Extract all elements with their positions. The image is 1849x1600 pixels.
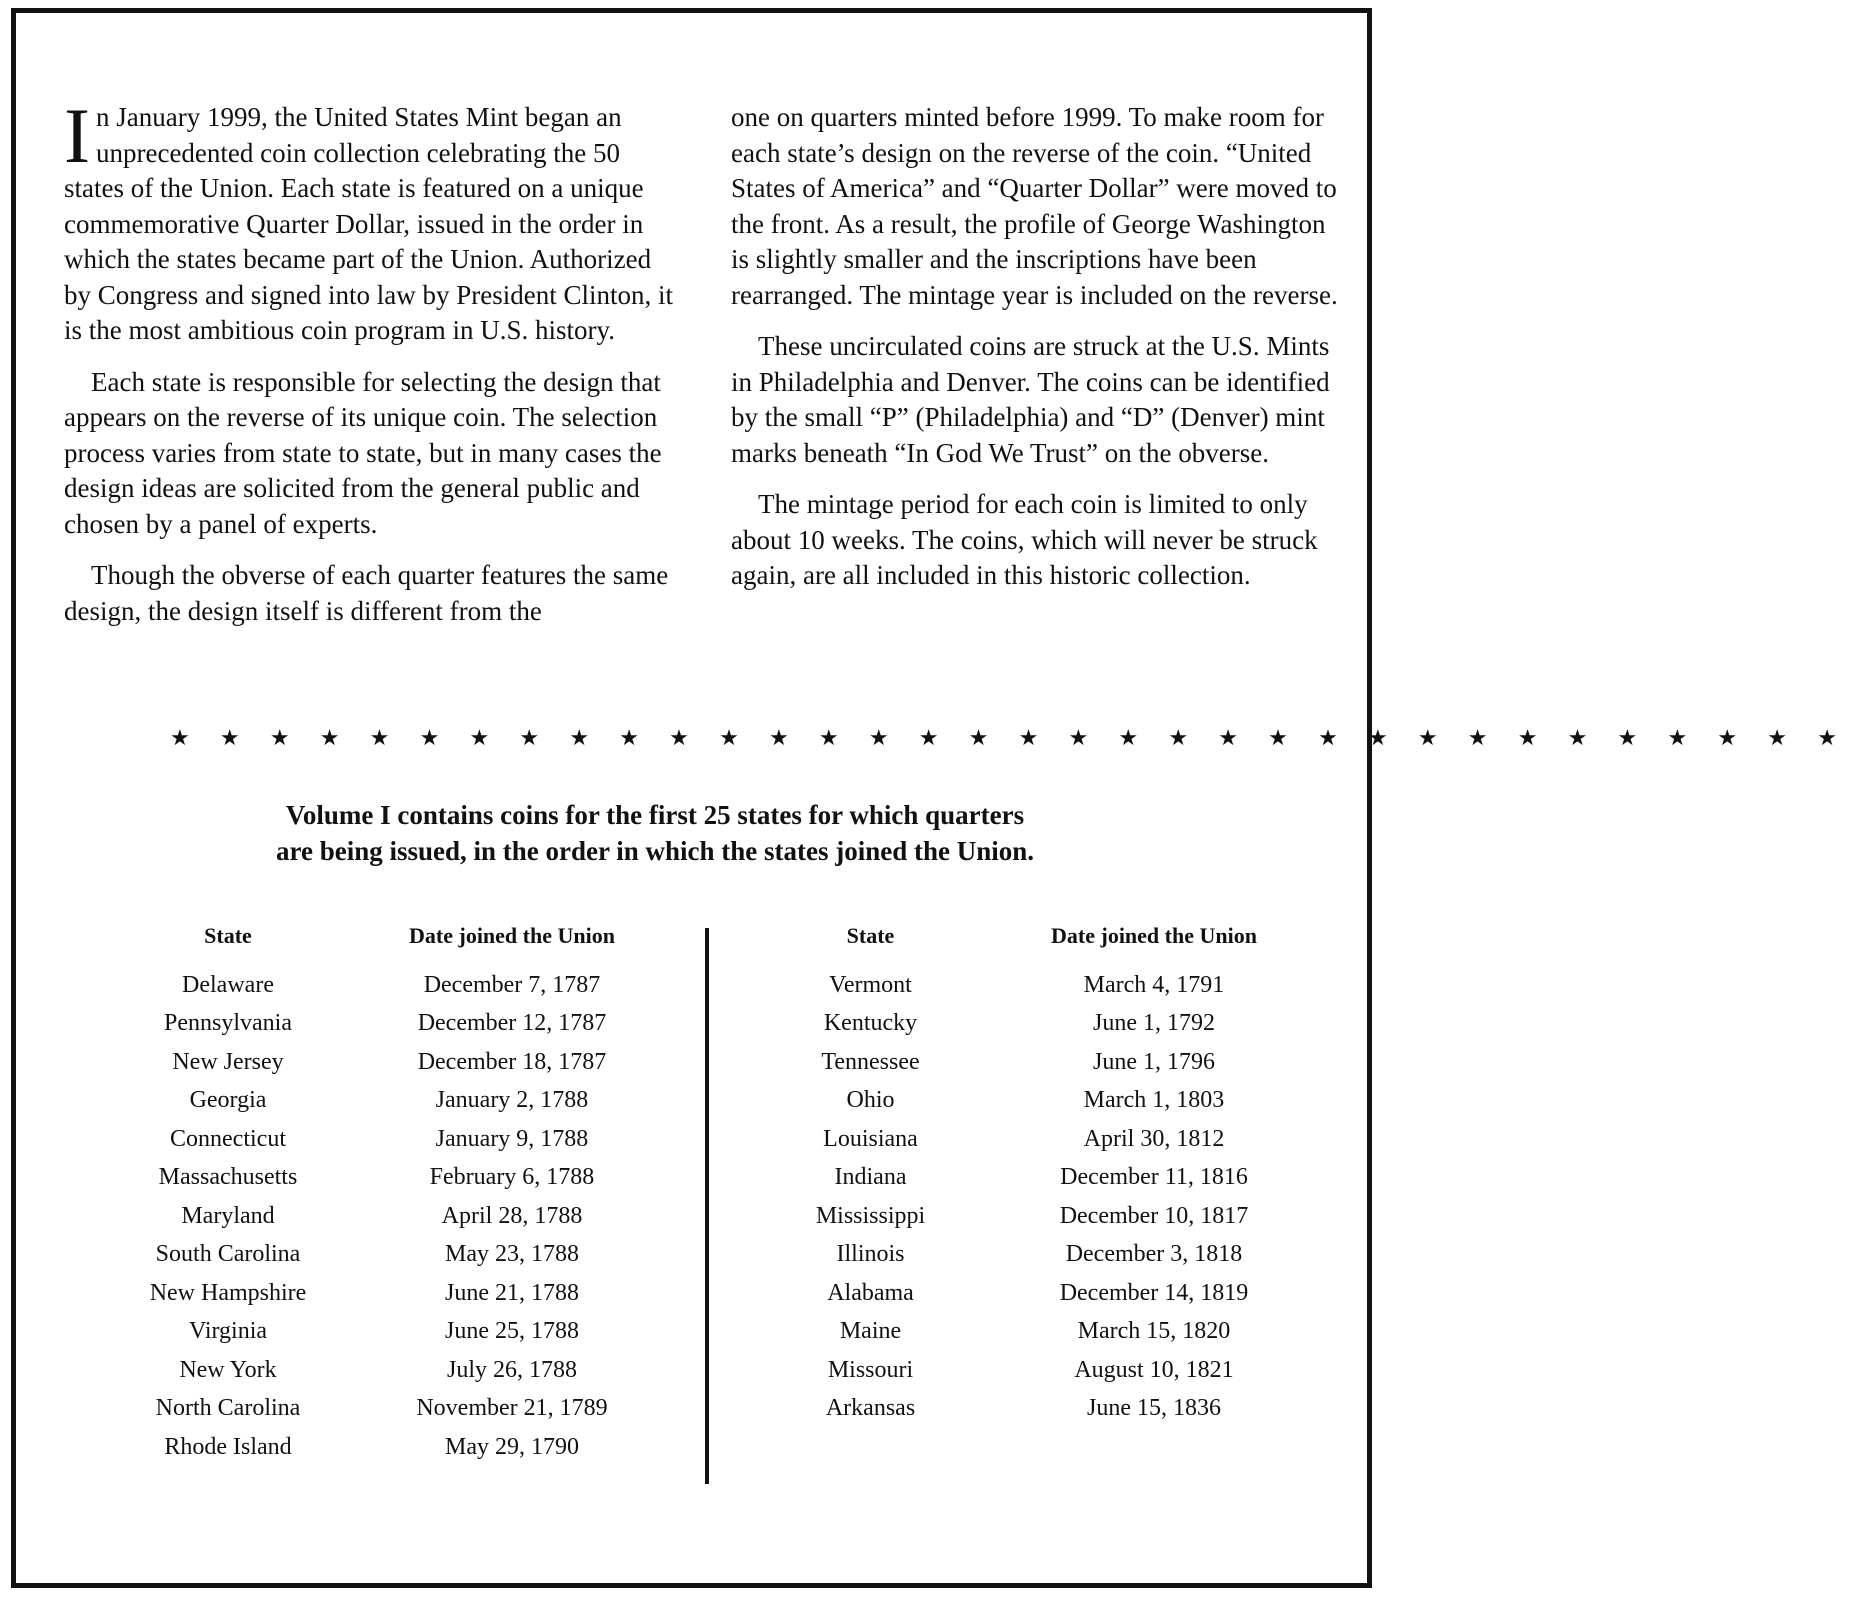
table-row (108, 1351, 676, 1390)
table-row (108, 1120, 676, 1159)
column-header-date: Date joined the Union (1051, 923, 1257, 948)
volume-headline (150, 797, 1160, 869)
states-table-left (108, 915, 676, 1467)
table-row (752, 1082, 1319, 1121)
star-divider: ★ ★ ★ ★ ★ ★ ★ ★ ★ ★ ★ ★ ★ ★ ★ ★ ★ ★ ★ ★ ★ ★ ★ ★ ★ ★ ★ ★ ★ ★ ★ ★ ★ ★ (170, 726, 1849, 751)
drop-cap: I (64, 92, 90, 179)
table-row (752, 1197, 1319, 1236)
column-header-state: State (204, 923, 252, 948)
date-joined: June 25, 1788 (445, 1318, 579, 1345)
table-row (752, 1236, 1319, 1275)
intro-paragraph-1 (64, 92, 679, 349)
column-header-state: State (846, 923, 895, 948)
table-row (752, 1274, 1319, 1313)
date-joined: January 2, 1788 (435, 1087, 589, 1114)
date-joined: April 28, 1788 (441, 1202, 583, 1229)
table-divider-line (705, 928, 709, 1484)
table-row (752, 1159, 1319, 1198)
date-joined: March 15, 1820 (1077, 1318, 1231, 1345)
state-name: Louisiana (823, 1125, 918, 1152)
state-name: Connecticut (170, 1125, 286, 1152)
date-joined: May 23, 1788 (445, 1241, 579, 1268)
date-joined: June 1, 1796 (1093, 1048, 1215, 1075)
table-row (108, 1159, 676, 1198)
state-name: Illinois (836, 1241, 905, 1268)
date-joined: December 7, 1787 (423, 971, 601, 998)
table-row (108, 1274, 676, 1313)
date-joined: December 10, 1817 (1059, 1202, 1249, 1229)
state-name: Rhode Island (164, 1433, 292, 1460)
intro-paragraph-1-text: n January 1999, the United States Mint began an unprecedented coin collection celebrating the 50 states of the Union. Each state is featured on a unique commemorative Quarter Dollar, issued in the order in which the states became part of the Union. Authorized by Congress and signed into law by President Clinton, it is the most ambitious coin program in U.S. history. (64, 102, 673, 345)
table-header (108, 915, 676, 949)
state-name: Indiana (834, 1164, 907, 1191)
table-row (108, 1043, 676, 1082)
date-joined: May 29, 1790 (445, 1433, 579, 1460)
column-header-date: Date joined the Union (409, 923, 615, 948)
table-row (752, 1351, 1319, 1390)
table-row (108, 1197, 676, 1236)
date-joined: December 12, 1787 (417, 1010, 607, 1037)
date-joined: December 11, 1816 (1060, 1164, 1248, 1191)
intro-paragraph-2: Each state is responsible for selecting the design that appears on the reverse of its unique coin. The selection process varies from state to state, but in many cases the design ideas are solicited from the general public and chosen by a panel of experts. (64, 366, 662, 539)
state-name: Pennsylvania (164, 1010, 292, 1037)
headline-line-1: Volume I contains coins for the first 25 states for which quarters (285, 800, 1025, 830)
state-name: Alabama (827, 1279, 914, 1306)
date-joined: December 14, 1819 (1059, 1279, 1249, 1306)
state-name: South Carolina (155, 1241, 301, 1268)
table-row (752, 1043, 1319, 1082)
date-joined: November 21, 1789 (416, 1395, 608, 1422)
state-name: Massachusetts (158, 1164, 298, 1191)
table-row (108, 966, 676, 1005)
date-joined: July 26, 1788 (446, 1356, 577, 1383)
intro-paragraph-5: The mintage period for each coin is limited to only about 10 weeks. The coins, which will never be struck again, are all included in this historic collection. (731, 489, 1318, 590)
state-name: New York (179, 1356, 277, 1383)
state-name: Mississippi (815, 1202, 926, 1229)
date-joined: August 10, 1821 (1074, 1356, 1234, 1383)
state-name: Vermont (829, 971, 912, 998)
state-name: New Jersey (172, 1048, 284, 1075)
state-name: North Carolina (155, 1395, 301, 1422)
table-row (108, 1082, 676, 1121)
state-name: Maryland (181, 1202, 275, 1229)
date-joined: December 3, 1818 (1065, 1241, 1243, 1268)
table-row (752, 1005, 1319, 1044)
date-joined: June 21, 1788 (445, 1279, 579, 1306)
state-name: Ohio (846, 1087, 895, 1114)
date-joined: February 6, 1788 (429, 1164, 595, 1191)
state-name: New Hampshire (149, 1279, 307, 1306)
table-header (752, 915, 1319, 949)
state-name: Arkansas (825, 1395, 916, 1422)
text-column-left (64, 92, 679, 645)
date-joined: March 4, 1791 (1083, 971, 1225, 998)
state-name: Georgia (189, 1087, 267, 1114)
state-name: Delaware (182, 971, 274, 998)
table-row (752, 1390, 1319, 1429)
text-column-right (731, 100, 1341, 610)
date-joined: April 30, 1812 (1083, 1125, 1225, 1152)
date-joined: March 1, 1803 (1083, 1087, 1225, 1114)
intro-paragraph-4: These uncirculated coins are struck at the U.S. Mints in Philadelphia and Denver. The coins can be identified by the small “P” (Philadelphia) and “D” (Denver) mint marks beneath “In God We Trust” on the obverse. (731, 331, 1330, 468)
table-row (752, 966, 1319, 1005)
states-table-right (752, 915, 1319, 1428)
table-row (108, 1390, 676, 1429)
state-name: Missouri (827, 1356, 914, 1383)
table-row (108, 1313, 676, 1352)
state-name: Tennessee (821, 1048, 920, 1075)
state-name: Maine (839, 1318, 902, 1345)
intro-paragraph-3-start: Though the obverse of each quarter features the same design, the design itself is different from the (64, 560, 669, 626)
headline-line-2: are being issued, in the order in which the states joined the Union. (275, 836, 1035, 866)
date-joined: December 18, 1787 (417, 1048, 607, 1075)
table-row (108, 1005, 676, 1044)
date-joined: June 15, 1836 (1087, 1395, 1221, 1422)
state-name: Kentucky (823, 1010, 918, 1037)
table-row (108, 1236, 676, 1275)
table-row (752, 1120, 1319, 1159)
date-joined: January 9, 1788 (435, 1125, 589, 1152)
state-name: Virginia (188, 1318, 268, 1345)
date-joined: June 1, 1792 (1093, 1010, 1215, 1037)
intro-paragraph-3-end: one on quarters minted before 1999. To make room for each state’s design on the reverse of the coin. “United States of America” and “Quarter Dollar” were moved to the front. As a result, the profile of George Washington is slightly smaller and the inscriptions have been rearranged. The mintage year is included on the reverse. (731, 102, 1338, 310)
table-row (108, 1428, 676, 1467)
table-row (752, 1313, 1319, 1352)
